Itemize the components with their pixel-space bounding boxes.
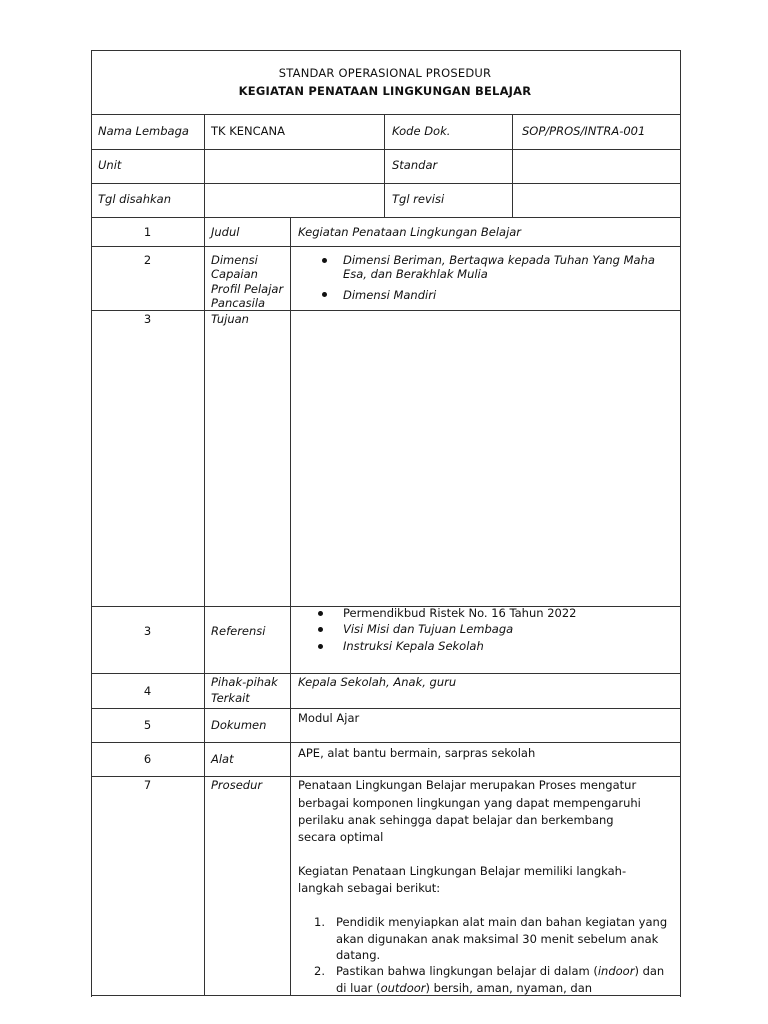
step-text: ) dan bbox=[634, 964, 665, 978]
judul-value: Kegiatan Penataan Lingkungan Belajar bbox=[298, 225, 522, 239]
pihak-value: Kepala Sekolah, Anak, guru bbox=[298, 675, 457, 689]
bullet-icon bbox=[322, 258, 327, 263]
dokumen-label: Dokumen bbox=[211, 718, 267, 732]
dimensi-label-line: Pancasila bbox=[211, 296, 266, 310]
step-text: Pastikan bahwa lingkungan belajar di dalam ( bbox=[336, 964, 598, 978]
tgl-disahkan-label: Tgl disahkan bbox=[98, 192, 171, 206]
rule-col-4 bbox=[512, 114, 513, 217]
prosedur-para2-line: langkah sebagai berikut: bbox=[298, 881, 441, 895]
step-line: datang. bbox=[336, 948, 381, 962]
nama-lembaga-label: Nama Lembaga bbox=[98, 124, 189, 138]
rule-row-judul bbox=[91, 246, 680, 247]
kode-dok-value: SOP/PROS/INTRA-001 bbox=[522, 124, 646, 138]
rule-row-pihak bbox=[91, 708, 680, 709]
bullet-icon bbox=[318, 611, 323, 616]
referensi-label: Referensi bbox=[211, 624, 266, 638]
rule-row-tgl bbox=[91, 217, 680, 218]
rule-header-bottom bbox=[91, 114, 680, 115]
step-text: ) bersih, aman, nyaman, dan bbox=[425, 981, 593, 995]
tujuan-number: 3 bbox=[143, 312, 152, 326]
unit-label: Unit bbox=[98, 158, 122, 172]
referensi-item: Instruksi Kepala Sekolah bbox=[343, 639, 484, 653]
tujuan-label: Tujuan bbox=[211, 312, 249, 326]
rule-row-unit bbox=[91, 183, 680, 184]
step-number: 2. bbox=[314, 964, 325, 978]
sop-document bbox=[91, 50, 681, 997]
step-line bbox=[336, 981, 592, 996]
step-line bbox=[336, 964, 664, 979]
step-text: di luar ( bbox=[336, 981, 381, 995]
pihak-label-line: Pihak-pihak bbox=[211, 675, 278, 689]
standar-label: Standar bbox=[392, 158, 438, 172]
prosedur-para1-line: perilaku anak sehingga dapat belajar dan berkembang bbox=[298, 813, 614, 827]
rule-col-1 bbox=[204, 114, 205, 995]
prosedur-para1-line: Penataan Lingkungan Belajar merupakan Proses mengatur bbox=[298, 778, 637, 792]
dimensi-item-line: Esa, dan Berakhlak Mulia bbox=[343, 267, 488, 281]
prosedur-number: 7 bbox=[143, 778, 152, 792]
step-line: Pendidik menyiapkan alat main dan bahan kegiatan yang bbox=[336, 915, 668, 929]
rule-col-3 bbox=[384, 114, 385, 217]
dokumen-number: 5 bbox=[143, 718, 152, 732]
dimensi-label-line: Profil Pelajar bbox=[211, 282, 284, 296]
referensi-number: 3 bbox=[143, 624, 152, 638]
document-subtitle: KEGIATAN PENATAAN LINGKUNGAN BELAJAR bbox=[238, 84, 532, 98]
judul-label: Judul bbox=[211, 225, 240, 239]
alat-number: 6 bbox=[143, 752, 152, 766]
dimensi-label-line: Capaian bbox=[211, 267, 258, 281]
referensi-item: Permendikbud Ristek No. 16 Tahun 2022 bbox=[343, 606, 577, 620]
rule-row-dimensi bbox=[91, 310, 680, 311]
step-line: akan digunakan anak maksimal 30 menit sebelum anak bbox=[336, 932, 659, 946]
rule-row-nama bbox=[91, 149, 680, 150]
tgl-revisi-label: Tgl revisi bbox=[392, 192, 445, 206]
pihak-number: 4 bbox=[143, 684, 152, 698]
prosedur-label: Prosedur bbox=[211, 778, 263, 792]
rule-row-alat bbox=[91, 776, 680, 777]
document-title: STANDAR OPERASIONAL PROSEDUR bbox=[278, 66, 492, 80]
alat-label: Alat bbox=[211, 752, 234, 766]
rule-col-2 bbox=[290, 217, 291, 995]
bullet-icon bbox=[318, 644, 323, 649]
step-text-emphasis: outdoor bbox=[380, 981, 426, 995]
dimensi-item-line: Dimensi Mandiri bbox=[343, 288, 437, 302]
dimensi-number: 2 bbox=[143, 253, 152, 267]
nama-lembaga-value: TK KENCANA bbox=[211, 124, 285, 138]
prosedur-para2-line: Kegiatan Penataan Lingkungan Belajar memiliki langkah- bbox=[298, 864, 627, 878]
prosedur-para1-line: secara optimal bbox=[298, 830, 384, 844]
step-text-emphasis: indoor bbox=[597, 964, 635, 978]
rule-row-dokumen bbox=[91, 742, 680, 743]
judul-number: 1 bbox=[143, 225, 152, 239]
pihak-label-line: Terkait bbox=[211, 691, 250, 705]
alat-value: APE, alat bantu bermain, sarpras sekolah bbox=[298, 746, 536, 760]
referensi-item: Visi Misi dan Tujuan Lembaga bbox=[343, 622, 514, 636]
kode-dok-label: Kode Dok. bbox=[392, 124, 451, 138]
bullet-icon bbox=[322, 292, 327, 297]
bullet-icon bbox=[318, 627, 323, 632]
prosedur-para1-line: berbagai komponen lingkungan yang dapat mempengaruhi bbox=[298, 796, 641, 810]
dimensi-item-line: Dimensi Beriman, Bertaqwa kepada Tuhan Yang Maha bbox=[343, 253, 655, 267]
rule-row-referensi bbox=[91, 673, 680, 674]
dokumen-value: Modul Ajar bbox=[298, 711, 360, 725]
dimensi-label-line: Dimensi bbox=[211, 253, 258, 267]
step-number: 1. bbox=[314, 915, 325, 929]
